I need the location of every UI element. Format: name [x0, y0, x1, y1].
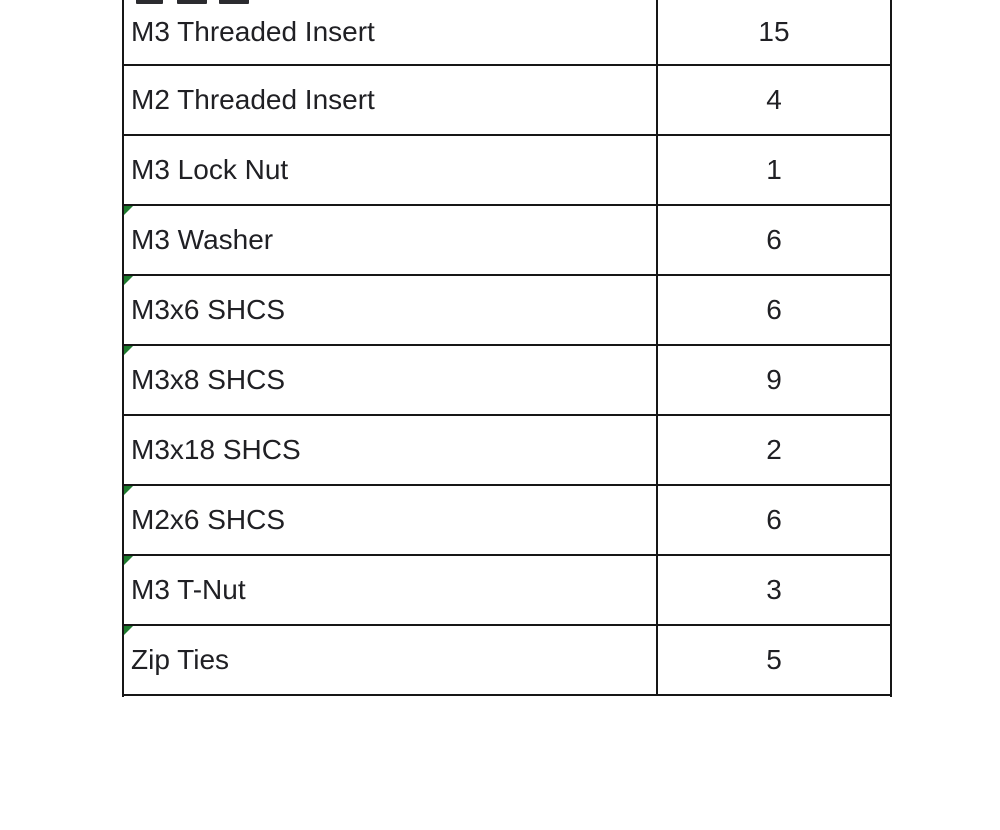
part-name-cell[interactable] [124, 66, 658, 134]
part-name: M3 Threaded Insert [131, 16, 375, 47]
quantity-value: 6 [766, 224, 782, 255]
table-row [124, 276, 890, 346]
part-name-cell[interactable] [124, 416, 658, 484]
parts-table [122, 0, 892, 697]
part-name: M2 Threaded Insert [131, 84, 375, 115]
part-name-cell[interactable] [124, 136, 658, 204]
table-row [124, 0, 890, 66]
part-name-cell[interactable] [124, 626, 658, 694]
part-name: M2x6 SHCS [131, 504, 286, 535]
quantity-value: 4 [766, 84, 782, 115]
quantity-cell[interactable] [658, 416, 890, 484]
quantity-cell[interactable] [658, 626, 890, 694]
table-row [124, 66, 890, 136]
quantity-value: 1 [766, 154, 782, 185]
quantity-cell[interactable] [658, 136, 890, 204]
part-name-cell[interactable] [124, 346, 658, 414]
part-name-cell[interactable] [124, 206, 658, 274]
cell-flag-triangle-icon [124, 556, 133, 565]
quantity-cell[interactable] [658, 206, 890, 274]
table-row [124, 486, 890, 556]
cell-flag-triangle-icon [124, 626, 133, 635]
quantity-cell[interactable] [658, 556, 890, 624]
cell-flag-triangle-icon [124, 346, 133, 355]
part-name: M3 Washer [131, 224, 274, 255]
part-name: M3 Lock Nut [131, 154, 289, 185]
quantity-cell[interactable] [658, 486, 890, 554]
part-name-cell[interactable] [124, 486, 658, 554]
quantity-cell[interactable] [658, 0, 890, 64]
quantity-value: 15 [758, 16, 790, 47]
part-name: M3x6 SHCS [131, 294, 286, 325]
part-name: M3 T-Nut [131, 574, 246, 605]
table-row [124, 346, 890, 416]
table-row [124, 136, 890, 206]
part-name-cell[interactable] [124, 276, 658, 344]
table-row [124, 206, 890, 276]
quantity-value: 2 [766, 434, 782, 465]
cell-flag-triangle-icon [124, 486, 133, 495]
quantity-value: 6 [766, 504, 782, 535]
part-name: Zip Ties [131, 644, 230, 675]
part-name-cell[interactable] [124, 0, 658, 64]
part-name: M3x8 SHCS [131, 364, 286, 395]
quantity-cell[interactable] [658, 346, 890, 414]
table-row [124, 416, 890, 486]
table-row [124, 556, 890, 626]
quantity-cell[interactable] [658, 276, 890, 344]
cell-flag-triangle-icon [124, 276, 133, 285]
table-row [124, 626, 890, 696]
part-name: M3x18 SHCS [131, 434, 301, 465]
quantity-cell[interactable] [658, 66, 890, 134]
cell-flag-triangle-icon [124, 206, 133, 215]
quantity-value: 5 [766, 644, 782, 675]
part-name-cell[interactable] [124, 556, 658, 624]
quantity-value: 9 [766, 364, 782, 395]
quantity-value: 6 [766, 294, 782, 325]
quantity-value: 3 [766, 574, 782, 605]
